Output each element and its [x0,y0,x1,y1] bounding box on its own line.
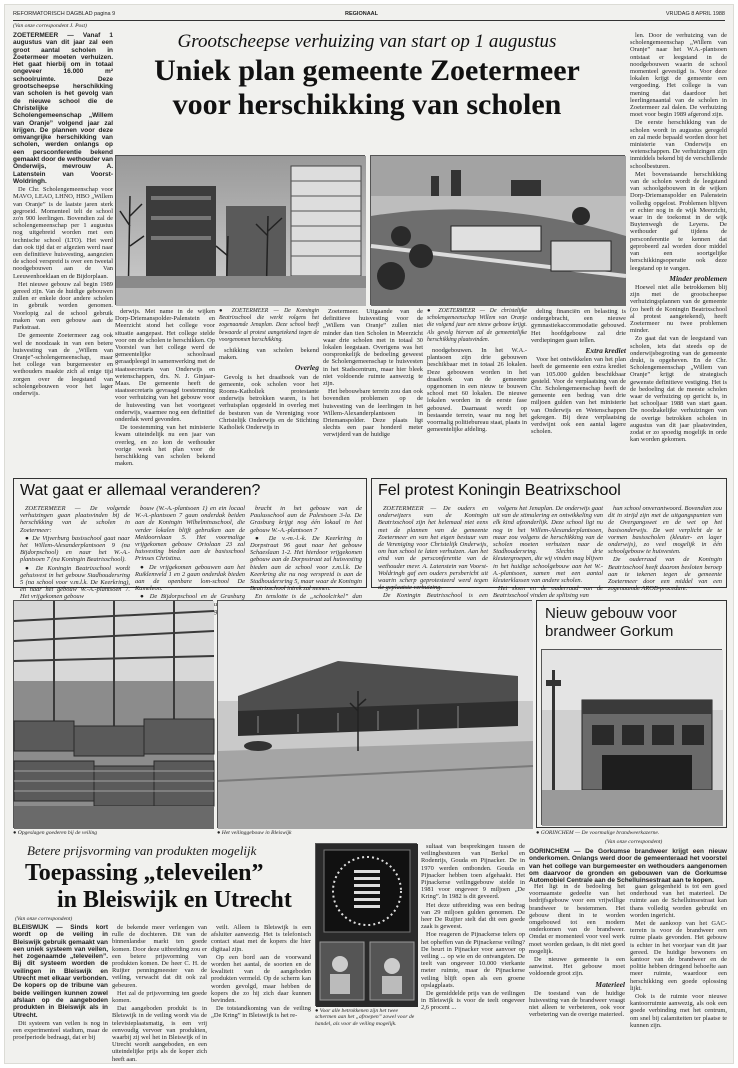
paragraph: gaan gelegenheid is tot een goed onderhoud van het materieel. De ruimte aan de Schelluinsestraat kan thans volledig worden gebruikt en worden ingericht. [630,883,727,919]
box-right-title: Fel protest Koningin Beatrixschool [378,482,621,499]
photo-veiling-building [217,600,532,828]
paragraph: De Koningin Beatrixschool is een [383,592,488,600]
photo-warehouse-goods [13,600,213,828]
box-fel-protest [371,478,727,600]
box-right-column-1 [378,505,488,600]
top-credit: (Van onze correspondent J. Post) [13,23,87,29]
top-headline-1: Uniek plan gemeente Zoetermeer [154,54,580,87]
paragraph: De gemiddelde prijs van de veilingen in Bleiswijk is voor de teelt ongeveer 2,6 procent ... [421,990,525,1012]
paragraph: Op een bord aan de voorwand worden het aantal, de soorten en de kwaliteit van de aangeboden produkten vermeld. Op de scherm kan worden gevolgd, maar hebben de kopers die zo hij zich daar kunnen bevinden. [211,953,311,1005]
paragraph: Het bebouwbare terrein zou dan ook bovendien problemen op de huisvesting van de leerlingen in het Willem-Alexanderplantsoen in Driemanspolder. Deze plaats ligt slechts een paar honderd meter verwijderd van de huidige [323,388,423,439]
gorkum-credit: (Van onze correspondent) [605,839,663,845]
bottom-overline: Betere prijsvorming van produkten mogelijk [27,843,257,858]
paragraph: de bekende meer verlengen van rulle de dochteren. Dit van de binnenlandse markt ten goede komen. Door deze uitbreiding zou er een betere prijsvorming van produkten komen. De heer C. H. de Ruijter penningmeester van de veiling, verwacht dat dit ook zal gebeuren. [112,924,207,989]
paragraph: hun school onverantwoord. Bovendien zou dit in strijd zijn met de uitgangspunten van de Overgangswet en de wet op het basisonderwijs. De wet verplicht de te vormen basisscholen (kleuter- en lager onderwijs), zo veel mogelijk in één schoolgebouw te huisvesten. [608,505,722,556]
paragraph: derwijs. Met name in de wijken Dorp-Driemanspolder-Palenstein en Meerzicht stond het college voor situatie aangepast. Het college stelde voor om de scholen te herschikken. Op Voorstel van het college werd de gemeentelijke schoolraad geraadpleegd in samenwerking met de staatssecretaris van Onderwijs en wetenschappen, drs. N. J. Ginjaar-Maas. De gemeente heeft de staatssecretaris gevraagd toestemming voor verhuizing van het gebouw voor de huisvesting van het voortgezet onderwijs, waarmee nog een definitief onderdak werd gevonden. [115,308,215,424]
caption-beatrixschool: ● ZOETERMEER — De Komingin Beatrixschool die werkt volgens het zogenaamde Jenaplan. Deze school heeft bewaarde al protest aangetekend tegen de voorgenomen herschikking. [219,308,319,343]
photo-beatrixschool [115,155,365,305]
paragraph: ● De vrijgekomen gebouwen aan het Ruiklemveld 1 en 2 gaan onderdak bieden aan de openbare lom-school De Kameleon. [135,563,245,593]
top-lead-paragraph: ZOETERMEER — Vanaf 1 augustus van dit jaar zal een groot aantal scholen in Zoetermeer moeten verhuizen. Het gaat hierbij om in totaal ongeveer 16.000 m² schoolruimte. Deze grootscheepse herschikking van scholen is het gevolg van de nieuwe school die de Christelijke Scholengemeenschap „Willem van Oranje” volgend jaar zal krijgen. De plannen voor deze omvangrijke herschikking van scholen, werden onlangs op een persconferentie bekend gemaakt door de wethouder van Onderwijs, mevrouw A. Latenstein van Voorst-Woldringh. [13,32,113,185]
paragraph: volgens het Jenaplan. De onderwijs gaat uit van de stimulering en ontwikkeling van elk kind afzonderlijk. Deze school ligt nu nog in het Willem-Alexanderplantsoen, maar zou volgens de herschikking van de scholen moeten verhuizen naar de Stadhoudersring. Slechts drie kleutergroepen, die wij vinden mag blijven in het huidige schoolgebouw aan het W.-A.-plantsoen, samen met een aantal kleuterklassen van andere scholen. [493,505,603,585]
header-date: VRIJDAG 8 APRIL 1988 [665,11,725,17]
bottom-lead-paragraph: BLEISWIJK — Sinds kort wordt op de veiling in Bleiswijk gebruik gemaakt van een uniek systeem van veilen, het zogenaamde „televeilen”. Bij dit systeem worden de veilingen in Bleiswijk en Utrecht met elkaar verbonden. De kopers op de tribune van beide veilingen kunnen zowel afslaan op de aangeboden produkten in Bleiswijk als in Utrecht. [13,924,108,1019]
top-column-3 [219,308,319,478]
paragraph: Met de aankoop van het GAC-terrein is voor de brandweer een ruime plaats gevonden. Het gebouw is echter in het voorjaar van dit jaar gereed. De huidige bewoners en kantoor van de brandweer en de politie hebben dringend behoefte aan meer ruimte, waardoor een herschikking een goede oplossing lijkt. [630,920,727,992]
paragraph: Met bovenstaande herschikking van de scholen wordt de leegstand van schoolgebouwen in de wijken Dorp-Driemanspolder en Palenstein volledig opgelost. Problemen blijven er echter nog in de wijk Meerzicht, waar in de toekomst in de wijk Buytenwegh de Leyens. De wethouder gaf tijdens de persconferentie te kennen dat geprobeerd zal worden door middel van een soortgelijke herschikkingsoperatie ook deze leegstand op te vangen. [630,170,727,272]
paragraph: ● De Koningin Beatrixschool wordt gehuisvest in het gebouw Stadhoudersring 5 (na school voor v.m.l.k. De Keerkring), en naar het gebouw W.-A.-plantsoen 7. Het vrijgekomen gebouw [20,564,130,601]
top-overline: Grootscheepse verhuizing van start op 1 augustus [177,31,557,52]
header-section: REGIONAAL [345,11,378,17]
gorkum-panel [536,600,727,828]
paragraph: De gemeente Zoetermeer zag ook wel de noodzaak in van een betere huisvesting van de „Willem van Oranje”-scholengemeenschap, maar het college van burgemeester en wethouders maakte zich al enige tijd zorgen over de leegstand van scholengebouwen voor het lager onderwijs. [13,332,113,397]
subhead-overleg: Overleg [294,363,319,373]
box-left-title: Wat gaat er allemaal veranderen? [20,482,261,499]
gorkum-lead [529,848,727,885]
bottom-headline-2: in Bleiswijk en Utrecht [57,887,292,913]
paragraph: Hoe reageren de Pijnackerse telers op het opheffen van de Pijnackerse veiling? De beurt in Pijnacker voor aanvoer op veiling ... op wie en de ontvangsten. De teelt van ongeveer 10.000 vierkante meter ruimte, maar de Pijnackerse veiling blijft open als een groene opslagplaats. [421,931,525,989]
bottom-credit: (Van onze correspondent) [15,916,73,922]
paragraph: ● De Bijdorpschool en de Grasburg [140,593,245,601]
header-paper-name: REFORMATORISCH DAGBLAD pagina 9 [13,11,116,17]
paragraph: Dat aangeboden produkt is in Bleiswijk in de veiling wordt via de televisieplaatsmatig, is een vrij eenvoudig vervoer van produkten, waarbij zij wel het in Bleiswijk of in Utrecht wordt aangeboden, en een uiteindelijke prijs als de koper zich heeft aan. [112,1005,207,1063]
paragraph: Het zal de prijsvorming ten goede komen. [112,989,207,1005]
top-column-1 [13,32,113,478]
paragraph: En tenslotte is de „schoolcirkel” dan [255,593,362,601]
paragraph: ZOETERMEER — De ouders en onderwijzers van de Koningin Beatrixschool zijn het helemaal niet eens met de plannen van de gemeente Zoetermeer en van het eigen bestuur van de Vereniging voor Christelijk Onderwijs, om hun school te laten verhuizen. Aan het eind van de persconferentie van de wethouder mevr. A. Latenstein van Voorst-Woldringh gaf een ouders persbericht uit waarin scherp geprotesteerd werd tegen de geplaatste verhuizing. [378,505,488,592]
box-wat-gaat-er-veranderen [13,478,367,601]
box-left-column-1 [20,505,130,601]
caption-gorkum: ● GORINCHEM — De voormalige brandweerkazerne. [536,830,660,836]
subhead-minder-problemen: Minder problemen [669,273,727,283]
bottom-column-3 [211,924,311,1061]
caption-veiling: ● Het veilinggebouw in Bleiswijk [217,830,292,836]
newspaper-page [4,4,734,1064]
box-right-column-2 [493,505,603,600]
top-column-5 [427,308,527,478]
bottom-column-5 [421,843,525,1061]
paragraph: Het sloen en de ouderraad van de Beatrixschool vinden de splitsing van [493,585,603,600]
top-column-2 [115,308,215,478]
box-right-column-3 [608,505,722,593]
paragraph: Dit systeem van veilen is nog in een experimenteel stadium, maar de proefperiode bedraagt, dat er bij [13,1019,108,1042]
paragraph: Ook is de ruimte voor nieuwe kantoorruimte aanwezig, als ook een goede verbinding met het centrum, om snel bij calamiteiten ter plaatse te kunnen zijn. [630,993,727,1029]
caption-warehouse: ● Opgeslagen goederen bij de veiling [13,830,98,836]
paragraph: Het nieuwe gebouw zal begin 1989 gereed zijn. Van de huidige gebouwen zullen er enkele door andere scholen in gebruik worden genomen. Voorlopig zal de school gebruik maken van een gebouw aan de Parkstraat. [13,280,113,332]
paragraph: De toestemming van het ministerie kwam uiteindelijk nu een jaar van overleg, en zo kon de wethouder vorige week het plan voor de herschikking van scholen bekend maken. [115,424,215,468]
paragraph: ● De v.-m.-l.-k. De Keerkring in Dorpstraat 96 gaat naar het gebouw Schaeslaan 1-2. Het hierdoor vrijgekomen gebouw aan de Dorpsstraat zal huisvesting bieden aan de school voor z.m.l.k. De Keerkring die nu nog verspreid is aan de Stadhoudersring 5, maar waar de Koningin Beatrixschool intrek zal nemen. [250,534,362,593]
paragraph: De Chr. Scholengemeenschap voor MAVO, LEAO, LHNO, HBO „Willem van Oranje” is de laatste jaren sterk gegroeid. Momenteel telt de school zo'n 900 leerlingen. Bovendien zal de scholengemeenschap per 1 augustus nog uitgebreid worden met een technische school (LTO). Het werd dan ook tijd dat er afgezien werd naar een definitieve huisvesting, aangezien de school verspreid is over een tweetal noodgebouwen aan de Van Leeuwenhoeklaan en de Bijdorplaan. [13,186,113,280]
top-column-7 [630,32,727,478]
gorkum-column-1 [529,883,625,1061]
paragraph: bracht in het gebouw van de Paulusschool aan de Palestsoen 3-la. De Grasburg krijgt nog één lokaal in het gebouw W.-A.-plantsoen 7 [250,505,362,534]
paragraph: Het ligt in de bedoeling het voornaamste gedeelte van het bedrijfsgebouw voor een vrijwillige brandweer te bestemmen. Het gebouw dient in te worden omgebouwd tot een modern onderkomen van de brandweer. Omdat er momenteel voor veel werk moet worden gedaan, is dit niet goed mogelijk. [529,883,625,955]
gorkum-lead-paragraph: GORINCHEM — De Gorkumse brandweer krijgt een nieuw onderkomen. Onlangs werd door de gemeenteraad het voorstel van het college van burgemeester en wethouders aangenomen om daarvoor de gronden en gebouwen van de Gorkumse Automobiel Centrale aan de Schelluinsestraat aan te kopen. [529,848,727,885]
bottom-column-2 [112,924,207,1061]
top-column-4 [323,308,423,478]
paragraph: Het deze uitbreiding was een bedrag van 29 miljoen gulden genomen. De heer De Ruijter stelt dat dit een goede zaak is geweest. [421,901,525,931]
paragraph: Hoewel niet alle betrokkenen blij zijn met de grootscheepse verhuizingsplannen van de gemeente (zo heeft de Koningin Beatrixschool al protest aangetekend), heeft Zoetermeer nu twee problemen minder. [630,283,727,335]
paragraph: De ouderraad van de Koningin Beatrixschool heeft daarom besloten beroep aan te tekenen tegen de gemeente Zoetermeer door een middel van een zogenaamde AROB-procedure. [608,556,722,593]
paragraph: De toestand van de huidige huisvesting van de brandweer vraagt niet alleen te verbeteren, ook voor verbetering van de overige materieel. [529,989,625,1019]
box-left-column-3 [250,505,362,601]
top-headline-2: voor herschikking van scholen [172,88,562,121]
gorkum-title-2: brandweer Gorkum [545,623,674,640]
paragraph: De nieuwe gemeente is een aanwinst. Het gebouw moet voldoende groot zijn. [529,956,625,978]
caption-willem-van-oranje: ● ZOETERMEER — De christelijke scholengemeenschap Willem van Oranje die volgend jaar een nieuw gebouw krijgt. Als gevolg hiervan zal de gemeentelijke herschikking plaatsvinden. [427,308,527,343]
paragraph: veilt. Alleen is Bleiswijk is een afsluiter aanwezig. Het is telefonisch contact staat met de kopers die hier digitaal zijn. [211,924,311,953]
paragraph: Zo gaat dat van de leegstand van scholen, iets dat steeds op de onderwijsbegroting van de gemeente drukt, is opgeheven. En de Chr. Scholengemeenschap „Willem van Oranje” krijgt de strategisch gewenste definitieve vestiging. Het is de bedoeling dat de meeste scholen waar de verhuizing op gericht is, in het schooljaar 1988 van start gaan. De noodzakelijke verhuizingen van de overige betrokken scholen in augustus van dit jaar plaatsvinden, zodat er zo spoedig mogelijk in orde kan worden gekomen. [630,335,727,444]
paragraph: Gevolg is het draaiboek van de gemeente, ook scholen voor het Rooms-Katholiek protestante onderwijs betrokken waren, is het verhuisplan opgesteld in overleg met de besturen van de Vereniging voor Christelijk Onderwijs en de Stichting Katholiek Onderwijs in [219,373,319,432]
paragraph: sultaat van besprekingen tussen de veilingbesturen van Berkel en Rodenrijs, Gouda en Pijnacker. De in 1970 werden ontbonden. Gouda en Pijnacker hebben toen afgehaakt. Het Pijnackerse veilinggebouw stelde in 1981 voor ongeveer 9 miljoen „De Kring”. In 1982 is dit geveerd. [421,843,525,901]
paragraph: De eerste herschikking van de scholen wordt in augustus geregeld en zal mede bepaald worden door het ministerie van Onderwijs en wetenschappen. De verhuizingen zijn inmiddels bekend bij de verschillende schoolbesturen. [630,119,727,170]
paragraph: deling financiën en belasting is ondergebracht, een nieuwe gymnastiekaccommodatie gebouwd. Het hoofdgebouw zal drie verdiepingen gaan tellen. [531,308,626,344]
top-column-6 [531,308,626,478]
paragraph: De totstandkoming van de veiling „De Kring” in Bleiswijk is het re- [211,1005,311,1020]
bottom-column-1 [13,924,108,1061]
paragraph: ZOETERMEER — De volgende verhuizingen gaan plaatsvinden bij de herschikking van de scholen in Zoetermeer: [20,505,130,534]
bottom-headline-1: Toepassing „televeilen” [25,860,264,886]
photo-gorkum-brandweer [541,649,722,825]
paragraph: ● De Vijverburg basisschool gaat naar het Willem-Alexanderplantsoen 9 (na Bijdorpschool) en naar het W.-A.-plantsoen 7 (na Koningin Beatrixschool). [20,534,130,564]
paragraph: schikking van scholen bekend maken. [219,347,319,362]
paragraph: Zoetermeer. Uitgaande van de definitieve huisvesting voor de „Willem van Oranje” zullen niet minder dan tien Scholen in Meerzicht waar drie scholen met in totaal 30 lokalen leegstaan. Overigens was het oorspronkelijk de bedoeling geweest de Scholengemeenschap te huisvesten in het Stadscentrum, maar hier bleek niet voldoende ruimte aanwezig te zijn. [323,308,423,388]
caption-televeilen: ● Voor alle betrokkenen zijn het twee schermen aan het „afroepen” zowel voor de handel, als voor de veiling mogelijk. [315,1008,415,1027]
box-left-column-2 [135,505,245,601]
paragraph: len. Door de verhuizing van de scholengemeenschap „Willem van Oranje” naar het W.A.-plantsoen ontstaat er leegstand in de noodgebouwen waarin de school momenteel gevestigd is. Voor deze lokalen krijgt de gemeente een vergoeding. Het college is van mening dat daardoor het leerlingenaantal van de scholen in Zoetermeer zal dalen. De verhuizing moet voor begin 1989 afgerond zijn. [630,32,727,119]
subhead-extra-krediet: Extra krediet [585,346,626,356]
photo-televeilen-screens [315,843,417,1006]
subhead-materieel: Materieel [595,979,625,989]
paragraph: bouw (W.-A.-plantsoen 1) en ein locaal W.-A.-plantsoen 7 gaan onderdak beiden aan de Koningin Wilhelminaschool, die verder lokalen blijft gebruiken aan de Meidoornlaan 5. Het voormalige vrijgekomen gebouw Oriolaan 23 zal huisvesting bieden aan de basisschool Prinses Christina. [135,505,245,563]
photo-willem-van-oranje [370,155,625,305]
paragraph: Voor het ontwikkelen van het plan heeft de gemeente een extra krediet van 105.000 gulden beschikbaar gesteld. Voor de verplaatsing van de Chr. Scholengemeenschap heeft de gemeente een bedrag van drie miljoen gulden van het ministerie van Onderwijs en Wetenschappen gekregen. Bij deze verplaatsing verdwijnt ook een aantal lagere scholen. [531,356,626,436]
paragraph: noodgebouwen. In het W.A.-plantsoen zijn drie gebouwen beschikbaar met in totaal 26 lokalen. Deze gebouwen worden in het draaiboek van de gemeente opgenomen in een nieuw te bouwen school met 60 lokalen. De nieuwe lokalen worden in de eerste fase gebouwd. Daarnaast wordt op bestaande terrein, waar nu nog het voormalig politiebureau staat, plaats in gemeentelijke afdeling. [427,347,527,434]
header-rule [13,20,725,21]
gorkum-column-2 [630,883,727,1061]
gorkum-title-1: Nieuw gebouw voor [545,605,677,622]
